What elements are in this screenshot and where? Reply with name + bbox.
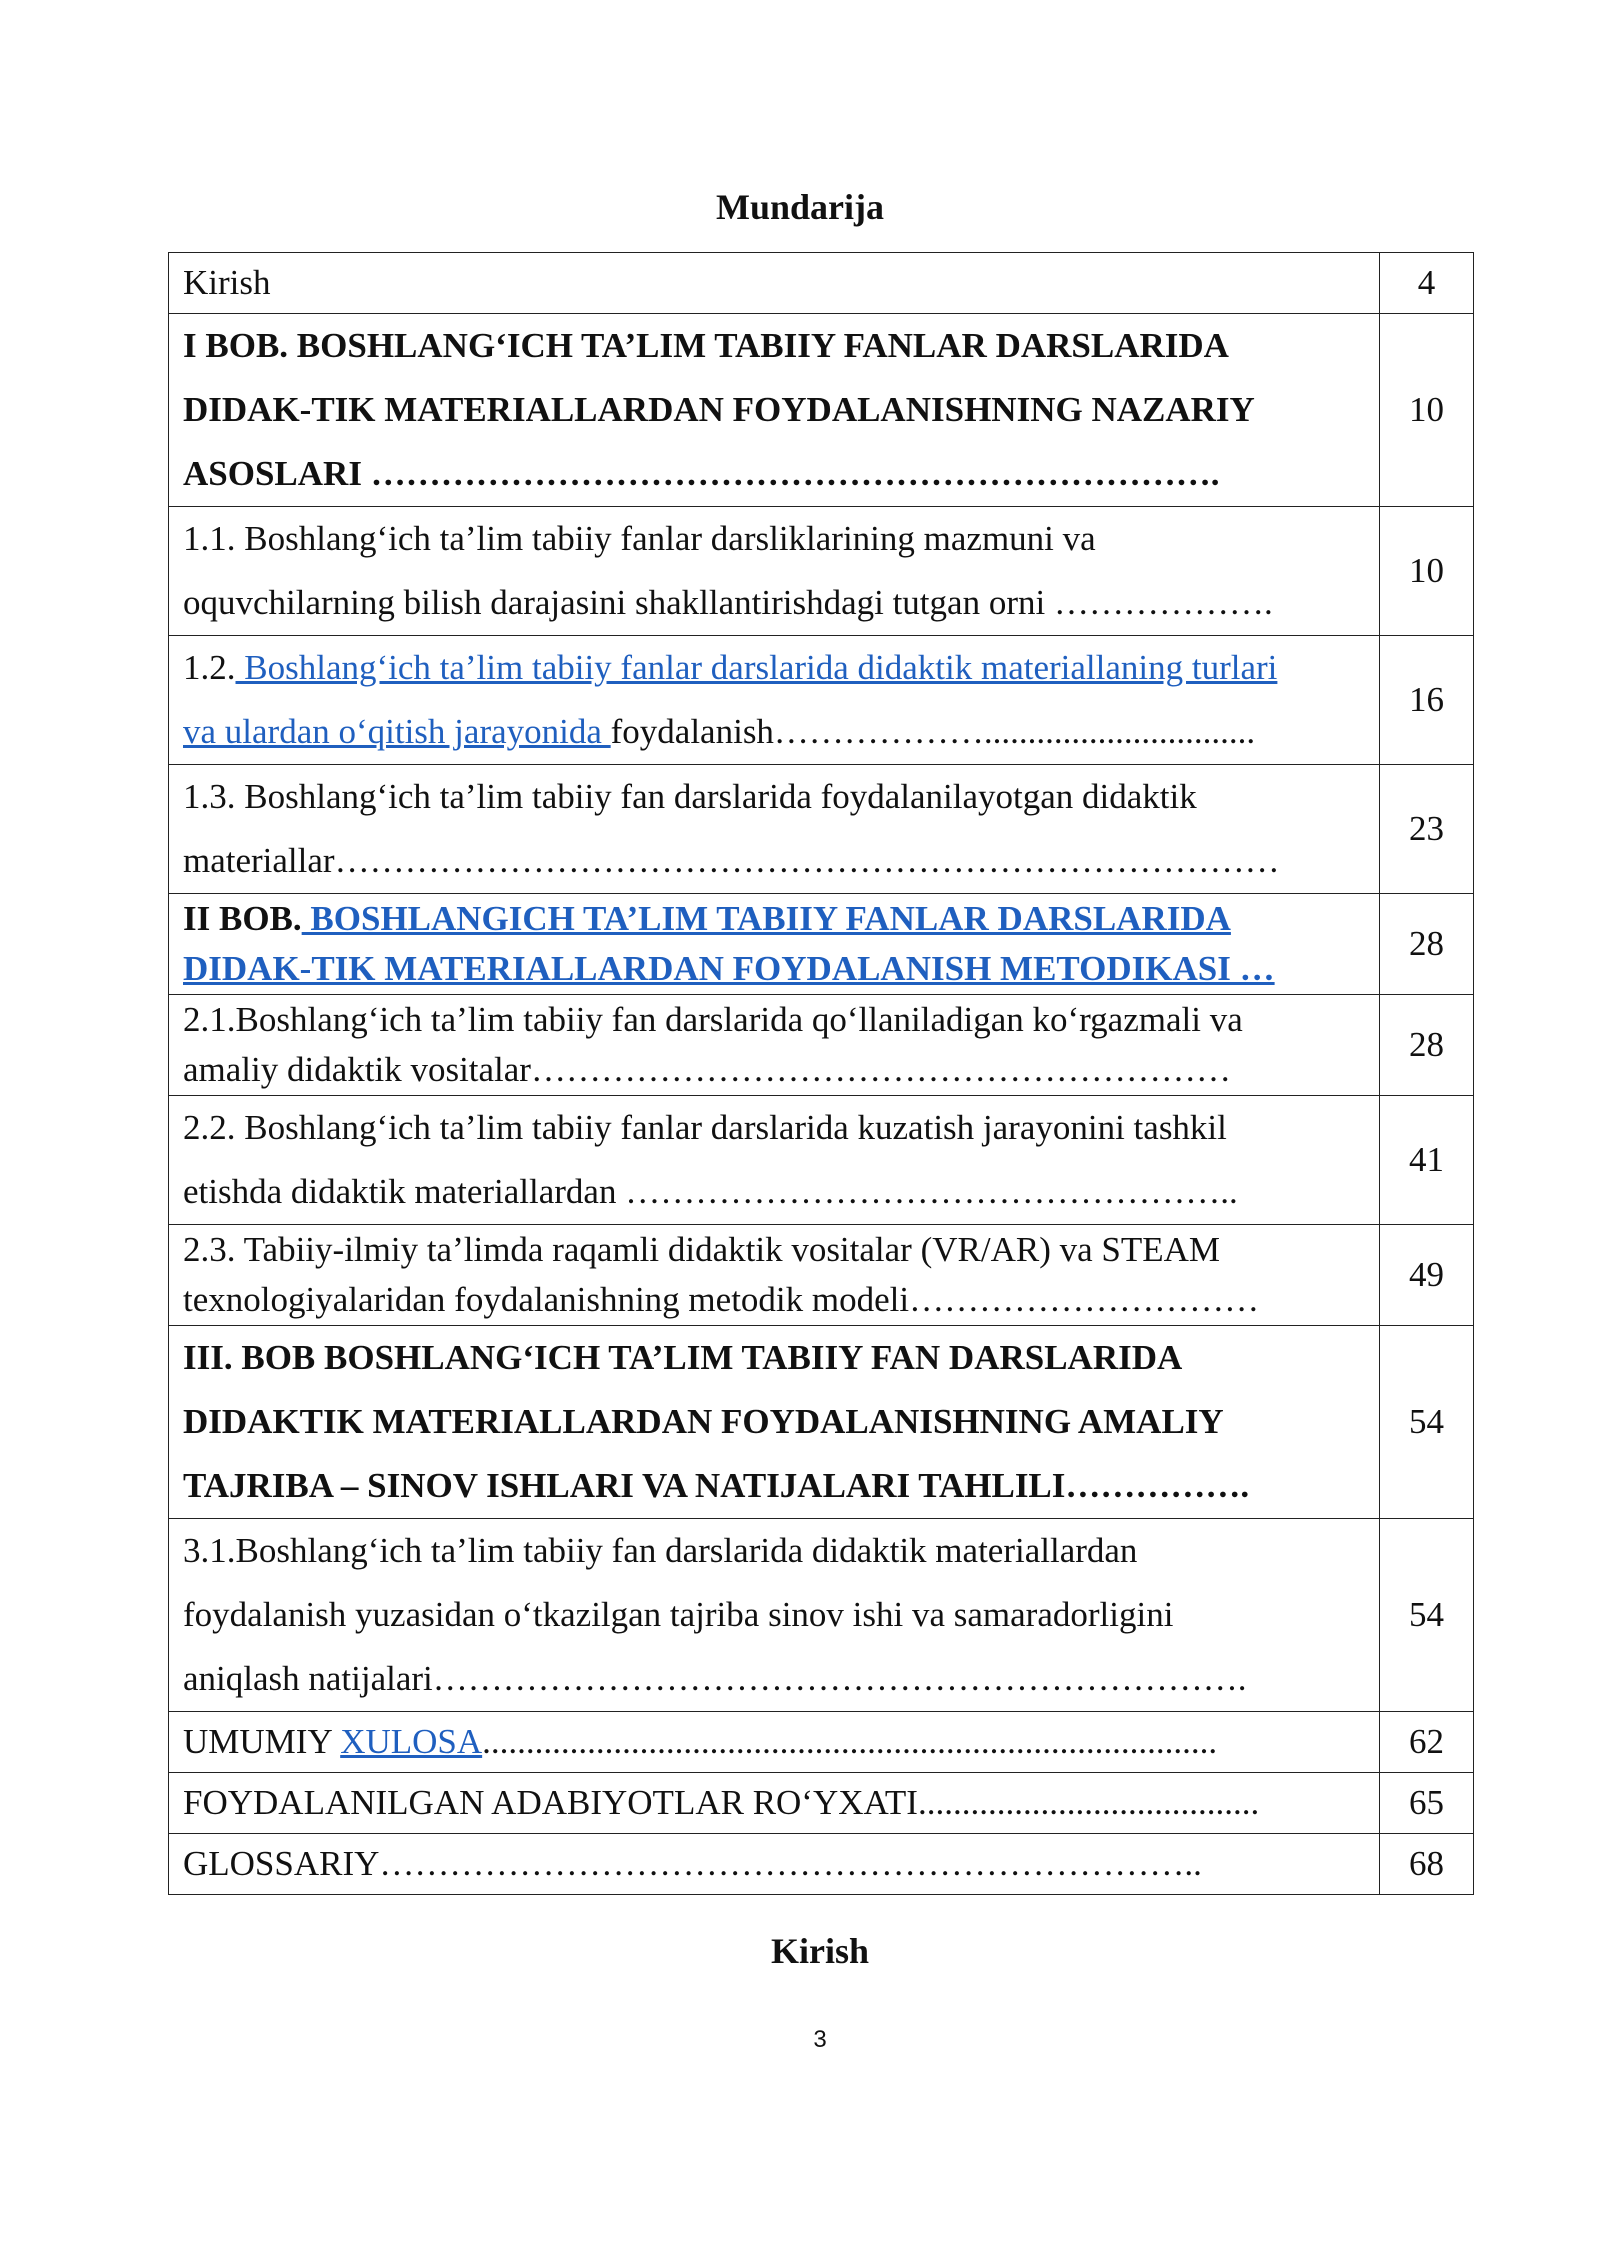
toc-row-section-1-3: [169, 765, 1474, 894]
toc-entry-suffix: foydalanish………………...............................: [610, 712, 1256, 751]
toc-entry: [169, 995, 1380, 1096]
toc-entry-line: 2.1.Boshlang‘ich ta’lim tabiiy fan darslarida qo‘llaniladigan ko‘rgazmali va: [183, 1000, 1243, 1039]
toc-row-references: [169, 1773, 1474, 1834]
toc-page-number: 28: [1380, 995, 1474, 1096]
toc-row-section-1-2: [169, 636, 1474, 765]
toc-page-number: 65: [1380, 1773, 1474, 1834]
toc-entry-line: aniqlash natijalari…………………………………………………………….: [183, 1659, 1247, 1698]
toc-entry: [169, 507, 1380, 636]
toc-page-number: 16: [1380, 636, 1474, 765]
toc-entry-prefix: II BOB.: [183, 899, 302, 938]
toc-row-chapter-2: [169, 894, 1474, 995]
toc-entry-line: TAJRIBA – SINOV ISHLARI VA NATIJALARI TAHLILI…………….: [183, 1466, 1250, 1505]
toc-entry: [169, 314, 1380, 507]
toc-entry-line: 2.3. Tabiiy-ilmiy ta’limda raqamli didaktik vositalar (VR/AR) va STEAM: [183, 1230, 1221, 1269]
toc-entry: [169, 765, 1380, 894]
toc-row-chapter-1: [169, 314, 1474, 507]
toc-entry-text: FOYDALANILGAN ADABIYOTLAR RO‘YXATI.......................................: [183, 1783, 1260, 1822]
toc-entry: [169, 1712, 1380, 1773]
toc-entry-text: Kirish: [183, 263, 271, 302]
toc-title: Mundarija: [715, 187, 884, 227]
toc-entry-line: [183, 944, 1365, 994]
toc-entry-prefix: 1.2.: [183, 648, 236, 687]
toc-entry-line: oquvchilarning bilish darajasini shakllantirishdagi tutgan orni ……………….: [183, 583, 1273, 622]
toc-row-section-1-1: [169, 507, 1474, 636]
toc-row-glossary: [169, 1834, 1474, 1895]
toc-page-number: 4: [1380, 253, 1474, 314]
toc-entry-line: [183, 700, 1365, 764]
toc-entry: [169, 636, 1380, 765]
toc-entry: [169, 1225, 1380, 1326]
toc-entry-line: etishda didaktik materiallardan ……………………………………………..: [183, 1172, 1238, 1211]
toc-entry: [169, 894, 1380, 995]
toc-entry-line: materiallar………………………………………………………………………: [183, 841, 1280, 880]
toc-entry-link[interactable]: Boshlang‘ich ta’lim tabiiy fanlar darslarida didaktik materiallaning turlari: [235, 648, 1278, 687]
toc-entry-line: DIDAKTIK MATERIALLARDAN FOYDALANISHNING AMALIY: [183, 1402, 1224, 1441]
toc-entry: [169, 1519, 1380, 1712]
toc-row-section-3-1: [169, 1519, 1474, 1712]
toc-entry: [169, 1834, 1380, 1895]
toc-row-conclusion: [169, 1712, 1474, 1773]
toc-entry-line: 2.2. Boshlang‘ich ta’lim tabiiy fanlar darslarida kuzatish jarayonini tashkil: [183, 1108, 1227, 1147]
toc-entry-text: GLOSSARIY……………………………………………………………..: [183, 1844, 1202, 1883]
toc-entry-prefix: UMUMIY: [183, 1722, 341, 1761]
toc-entry-line: amaliy didaktik vositalar……………………………………………………: [183, 1050, 1231, 1089]
toc-row-section-2-3: [169, 1225, 1474, 1326]
toc-row-section-2-2: [169, 1096, 1474, 1225]
toc-entry-line: 1.1. Boshlang‘ich ta’lim tabiiy fanlar darsliklarining mazmuni va: [183, 519, 1096, 558]
toc-page-number: 62: [1380, 1712, 1474, 1773]
toc-entry-line: 3.1.Boshlang‘ich ta’lim tabiiy fan darslarida didaktik materiallardan: [183, 1531, 1138, 1570]
toc-page-number: 68: [1380, 1834, 1474, 1895]
toc-page-number: 23: [1380, 765, 1474, 894]
toc-entry-link[interactable]: DIDAK-TIK MATERIALLARDAN FOYDALANISH METODIKASI …: [183, 949, 1275, 988]
toc-page-number: 49: [1380, 1225, 1474, 1326]
toc-entry-line: DIDAK-TIK MATERIALLARDAN FOYDALANISHNING NAZARIY: [183, 390, 1255, 429]
toc-entry-line: 1.3. Boshlang‘ich ta’lim tabiiy fan darslarida foydalanilayotgan didaktik: [183, 777, 1197, 816]
toc-row-chapter-3: [169, 1326, 1474, 1519]
toc-entry-line: ASOSLARI ……………………………………………………………….: [183, 454, 1220, 493]
toc-row-section-2-1: [169, 995, 1474, 1096]
table-of-contents: [168, 252, 1474, 1895]
toc-entry-line: III. BOB BOSHLANG‘ICH TA’LIM TABIIY FAN DARSLARIDA: [183, 1338, 1183, 1377]
toc-entry: [169, 1773, 1380, 1834]
toc-page-number: 10: [1380, 314, 1474, 507]
toc-entry-line: texnologiyalaridan foydalanishning metodik modeli…………………………: [183, 1280, 1260, 1319]
toc-entry: [169, 253, 1380, 314]
toc-row-kirish: [169, 253, 1474, 314]
toc-page-number: 54: [1380, 1519, 1474, 1712]
toc-entry: [169, 1326, 1380, 1519]
toc-page-number: 54: [1380, 1326, 1474, 1519]
toc-page-number: 10: [1380, 507, 1474, 636]
next-section-heading: Kirish: [770, 1931, 869, 1971]
toc-entry-line: I BOB. BOSHLANG‘ICH TA’LIM TABIIY FANLAR DARSLARIDA: [183, 326, 1229, 365]
toc-entry: [169, 1096, 1380, 1225]
toc-entry-suffix: ....................................................................................: [482, 1722, 1218, 1761]
toc-entry-link[interactable]: va ulardan o‘qitish jarayonida: [183, 712, 611, 751]
toc-entry-link[interactable]: BOSHLANGICH TA’LIM TABIIY FANLAR DARSLARIDA: [301, 899, 1231, 938]
page-number: 3: [813, 2026, 827, 2053]
toc-entry-line: [183, 894, 1365, 944]
toc-entry-line: foydalanish yuzasidan o‘tkazilgan tajriba sinov ishi va samaradorligini: [183, 1595, 1174, 1634]
toc-entry-link[interactable]: XULOSA: [340, 1722, 483, 1761]
toc-page-number: 41: [1380, 1096, 1474, 1225]
toc-entry-line: [183, 636, 1365, 700]
toc-page-number: 28: [1380, 894, 1474, 995]
